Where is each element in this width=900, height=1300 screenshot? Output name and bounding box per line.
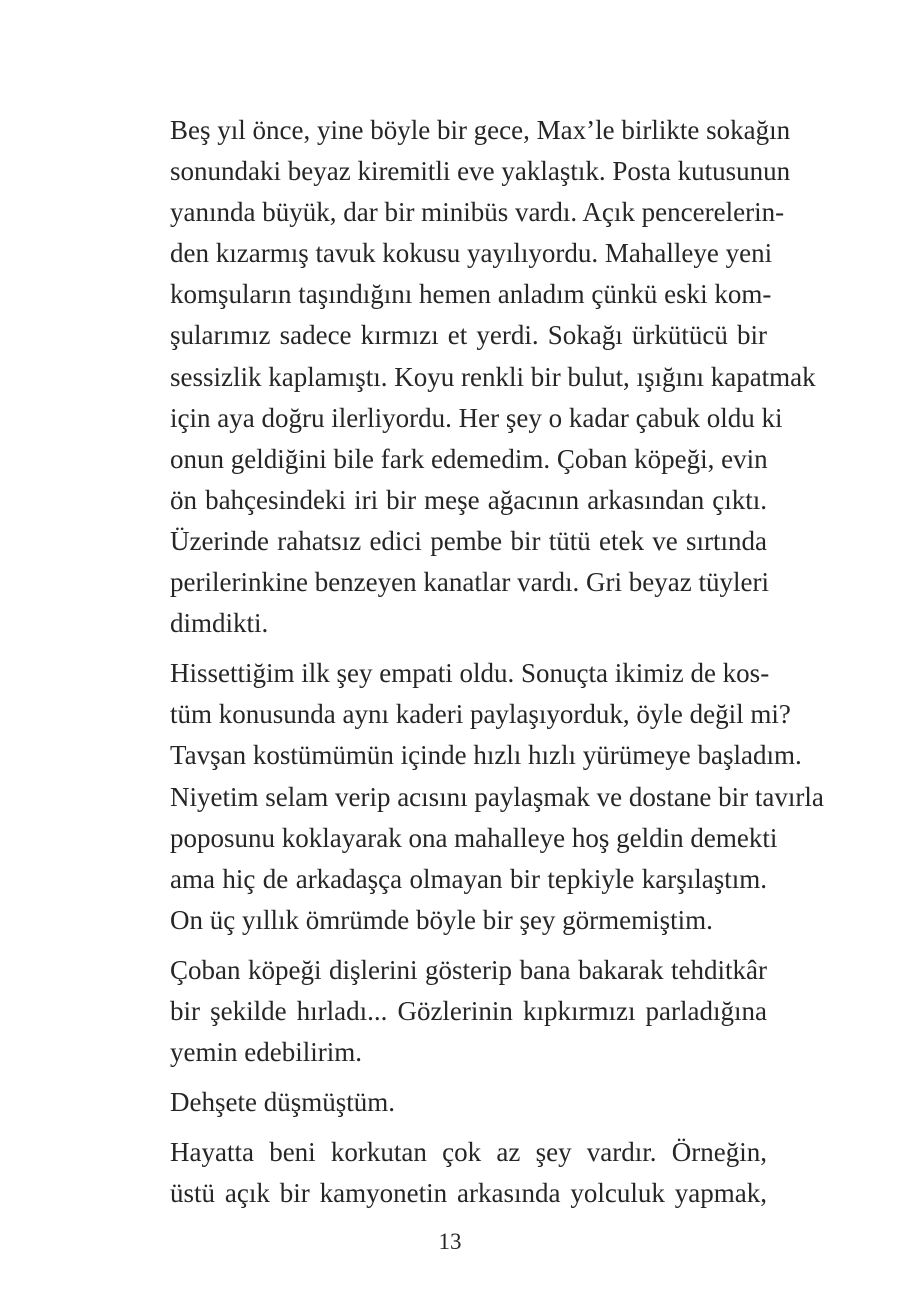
text-line: Dehşete düşmüştüm. [170, 1087, 395, 1118]
text-line: perilerinkine benzeyen kanatlar vardı. Gri beyaz tüyleri [170, 567, 769, 598]
text-line: komşuların taşındığını hemen anladım çünkü eski kom- [170, 279, 772, 310]
text-line: için aya doğru ilerliyordu. Her şey o kadar çabuk oldu ki [170, 402, 783, 433]
text-line: Beş yıl önce, yine böyle bir gece, Max’le birlikte sokağın [170, 115, 791, 145]
text-line: den kızarmış tavuk kokusu yayılıyordu. Mahalleye yeni [170, 238, 773, 269]
text-line: dimdikti. [170, 608, 269, 639]
text-line: ama hiç de arkadaşça olmayan bir tepkiyle karşılaştım. [170, 863, 767, 894]
text-line: bir şekilde hırladı... Gözlerinin kıpkırmızı parladığına [170, 995, 767, 1026]
text-line: sessizlik kaplamıştı. Koyu renkli bir bulut, ışığını kapatmak [170, 361, 816, 392]
paragraph-5 [137, 1132, 767, 1214]
paragraph-4 [137, 1082, 767, 1123]
text-line: onun geldiğini bile fark edemedim. Çoban köpeği, evin [170, 443, 768, 474]
text-line: şularımız sadece kırmızı et yerdi. Sokağı ürkütücü bir [170, 320, 767, 351]
text-line: Çoban köpeği dişlerini gösterip bana bakarak tehditkâr [170, 954, 767, 985]
paragraph-2 [137, 653, 824, 941]
paragraph-1 [137, 110, 816, 644]
text-line: üstü açık bir kamyonetin arkasında yolculuk yapmak, [170, 1178, 767, 1209]
text-line: Tavşan kostümümün içinde hızlı hızlı yürümeye başladım. [170, 740, 802, 771]
paragraph-3 [137, 950, 767, 1073]
text-line: Hissettiğim ilk şey empati oldu. Sonuçta ikimiz de kos- [170, 658, 770, 689]
text-line: ön bahçesindeki iri bir meşe ağacının arkasından çıktı. [170, 484, 767, 515]
text-line: Niyetim selam verip acısını paylaşmak ve dostane bir tavırla [170, 781, 824, 812]
text-line: Hayatta beni korkutan çok az şey vardır. Örneğin, [170, 1137, 767, 1168]
text-line: yemin edebilirim. [170, 1037, 362, 1068]
text-line: sonundaki beyaz kiremitli eve yaklaştık. Posta kutusunun [170, 156, 791, 187]
text-line: tüm konusunda aynı kaderi paylaşıyorduk, öyle değil mi? [170, 699, 791, 730]
text-line: poposunu koklayarak ona mahalleye hoş geldin demekti [170, 822, 778, 853]
body-text [137, 110, 824, 1214]
page-number: 13 [438, 1229, 462, 1254]
text-line: On üç yıllık ömrümde böyle bir şey görmemiştim. [170, 904, 713, 935]
text-line: Üzerinde rahatsız edici pembe bir tütü etek ve sırtında [170, 525, 767, 556]
text-line: yanında büyük, dar bir minibüs vardı. Açık pencerelerin- [170, 197, 785, 228]
